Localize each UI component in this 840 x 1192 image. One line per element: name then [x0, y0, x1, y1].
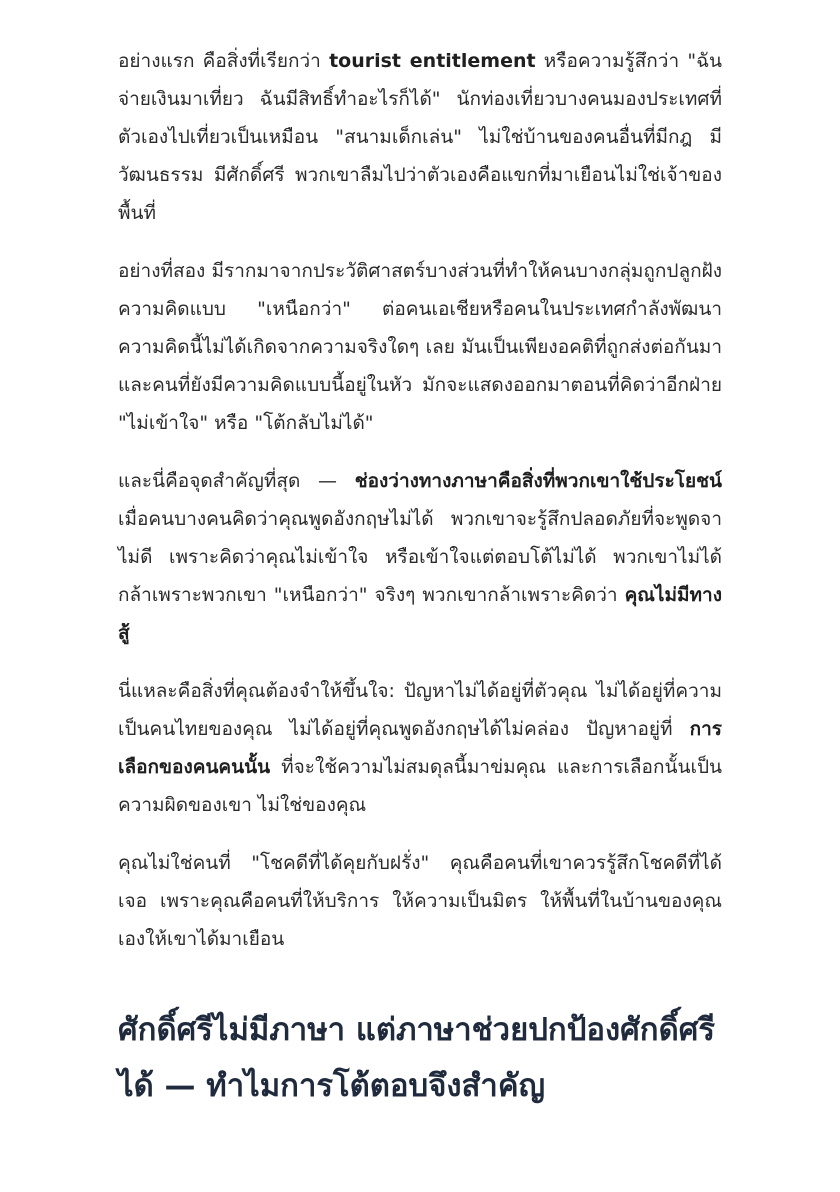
section-heading: ศักดิ์ศรีไม่มีภาษา แต่ภาษาช่วยปกป้องศักดิ์ศรีได้ — ทำไมการโต้ตอบจึงสำคัญ [118, 1012, 716, 1104]
paragraph-tourist-entitlement [118, 42, 722, 232]
paragraph-language-gap [118, 462, 722, 652]
paragraph-text: หรือความรู้สึกว่า "ฉันจ่ายเงินมาเที่ยว ฉันมีสิทธิ์ทำอะไรก็ได้" นักท่องเที่ยวบางคนมองประเทศที่ตัวเองไปเที่ยวเป็นเหมือน "สนามเด็กเล่น" ไม่ใช่บ้านของคนอื่นที่มีกฎ มีวัฒนธรรม มีศักดิ์ศรี พวกเขาลืมไปว่าตัวเองคือแขกที่มาเยือนไม่ใช่เจ้าของพื้นที่ [118, 50, 722, 224]
paragraph-text: ที่จะใช้ความไม่สมดุลนี้มาข่มคุณ และการเลือกนั้นเป็นความผิดของเขา ไม่ใช่ของคุณ [118, 756, 722, 816]
bold-term-tourist-entitlement: tourist entitlement [329, 50, 536, 72]
paragraph-remember [118, 672, 722, 824]
paragraph-text: อย่างแรก คือสิ่งที่เรียกว่า [118, 50, 330, 72]
paragraph-text: คุณไม่ใช่คนที่ "โชคดีที่ได้คุยกับฝรั่ง" คุณคือคนที่เขาควรรู้สึกโชคดีที่ได้เจอ เพราะคุณคือคนที่ให้บริการ ให้ความเป็นมิตร ให้พื้นที่ในบ้านของคุณเองให้เขาได้มาเยือน [118, 852, 722, 950]
bold-their-choice: การเลือกของคนคนนั้น [118, 718, 722, 778]
paragraph-text: อย่างที่สอง มีรากมาจากประวัติศาสตร์บางส่วนที่ทำให้คนบางกลุ่มถูกปลูกฝังความคิดแบบ "เหนือกว่า" ต่อคนเอเชียหรือคนในประเทศกำลังพัฒนา ความคิดนี้ไม่ได้เกิดจากความจริงใดๆ เลย มันเป็นเพียงอคติที่ถูกส่งต่อกันมา และคนที่ยังมีความคิดแบบนี้อยู่ในหัว มักจะแสดงออกมาตอนที่คิดว่าอีกฝ่าย "ไม่เข้าใจ" หรือ "โต้กลับไม่ได้" [118, 260, 722, 434]
paragraph-you-are-not-lucky [118, 844, 722, 958]
paragraph-text: เมื่อคนบางคนคิดว่าคุณพูดอังกฤษไม่ได้ พวกเขาจะรู้สึกปลอดภัยที่จะพูดจาไม่ดี เพราะคิดว่าคุณไม่เข้าใจ หรือเข้าใจแต่ตอบโต้ไม่ได้ พวกเขาไม่ได้กล้าเพราะพวกเขา "เหนือกว่า" จริงๆ พวกเขากล้าเพราะคิดว่า [118, 508, 722, 606]
bold-language-gap: ช่องว่างทางภาษาคือสิ่งที่พวกเขาใช้ประโยชน์ [354, 470, 722, 492]
bold-no-way-to-fight: คุณไม่มีทางสู้ [118, 584, 722, 644]
paragraph-text: นี่แหละคือสิ่งที่คุณต้องจำให้ขึ้นใจ: ปัญหาไม่ได้อยู่ที่ตัวคุณ ไม่ได้อยู่ที่ความเป็นคนไทยของคุณ ไม่ได้อยู่ที่คุณพูดอังกฤษได้ไม่คล่อง ปัญหาอยู่ที่ [118, 680, 722, 740]
paragraph-historical-bias [118, 252, 722, 442]
article-body [118, 42, 722, 1114]
paragraph-text: และนี่คือจุดสำคัญที่สุด — [118, 470, 355, 492]
